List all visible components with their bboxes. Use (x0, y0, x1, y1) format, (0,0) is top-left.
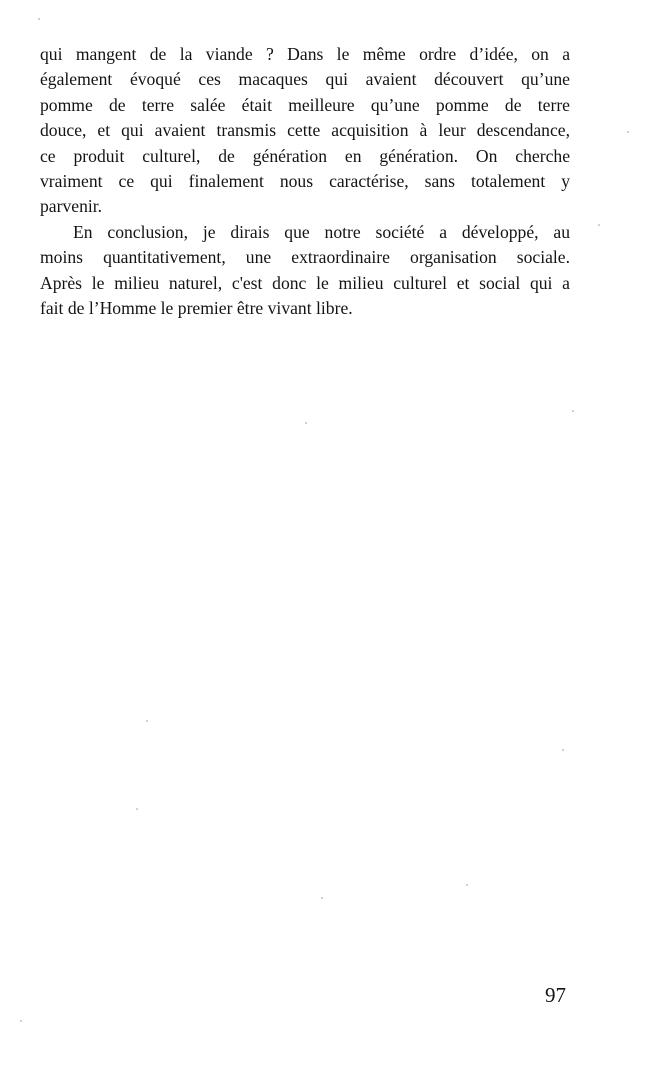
scan-speck (562, 749, 564, 751)
text-line: pomme de terre salée était meilleure qu’une pomme de terre (40, 94, 570, 115)
text-line: également évoqué ces macaques qui avaient découvert qu’une (40, 69, 570, 90)
text-line: moins quantitativement, une extraordinaire organisation sociale. (40, 247, 570, 268)
scan-speck (321, 897, 323, 899)
text-line: douce, et qui avaient transmis cette acquisition à leur descendance, (40, 120, 570, 141)
scan-speck (20, 1020, 22, 1022)
text-line: fait de l’Homme le premier être vivant libre. (40, 297, 353, 318)
scan-speck (598, 224, 600, 226)
scan-speck (466, 884, 468, 886)
text-line: parvenir. (40, 196, 103, 217)
scan-speck (38, 18, 40, 20)
body-text (40, 42, 570, 321)
paragraph-2 (40, 220, 570, 322)
scan-speck (572, 410, 574, 412)
text-line: En conclusion, je dirais que notre société a développé, au (73, 221, 570, 242)
scan-speck (305, 422, 307, 424)
text-line: Après le milieu naturel, c'est donc le milieu culturel et social qui a (40, 272, 570, 293)
page-number: 97 (545, 983, 566, 1007)
scan-speck (146, 720, 148, 722)
scan-speck (627, 131, 629, 133)
text-line: ce produit culturel, de génération en génération. On cherche (40, 145, 570, 166)
paragraph-1 (40, 42, 570, 220)
text-line: qui mangent de la viande ? Dans le même ordre d’idée, on a (40, 44, 570, 64)
text-line: vraiment ce qui finalement nous caractérise, sans totalement y (40, 170, 570, 191)
scan-speck (136, 808, 138, 810)
